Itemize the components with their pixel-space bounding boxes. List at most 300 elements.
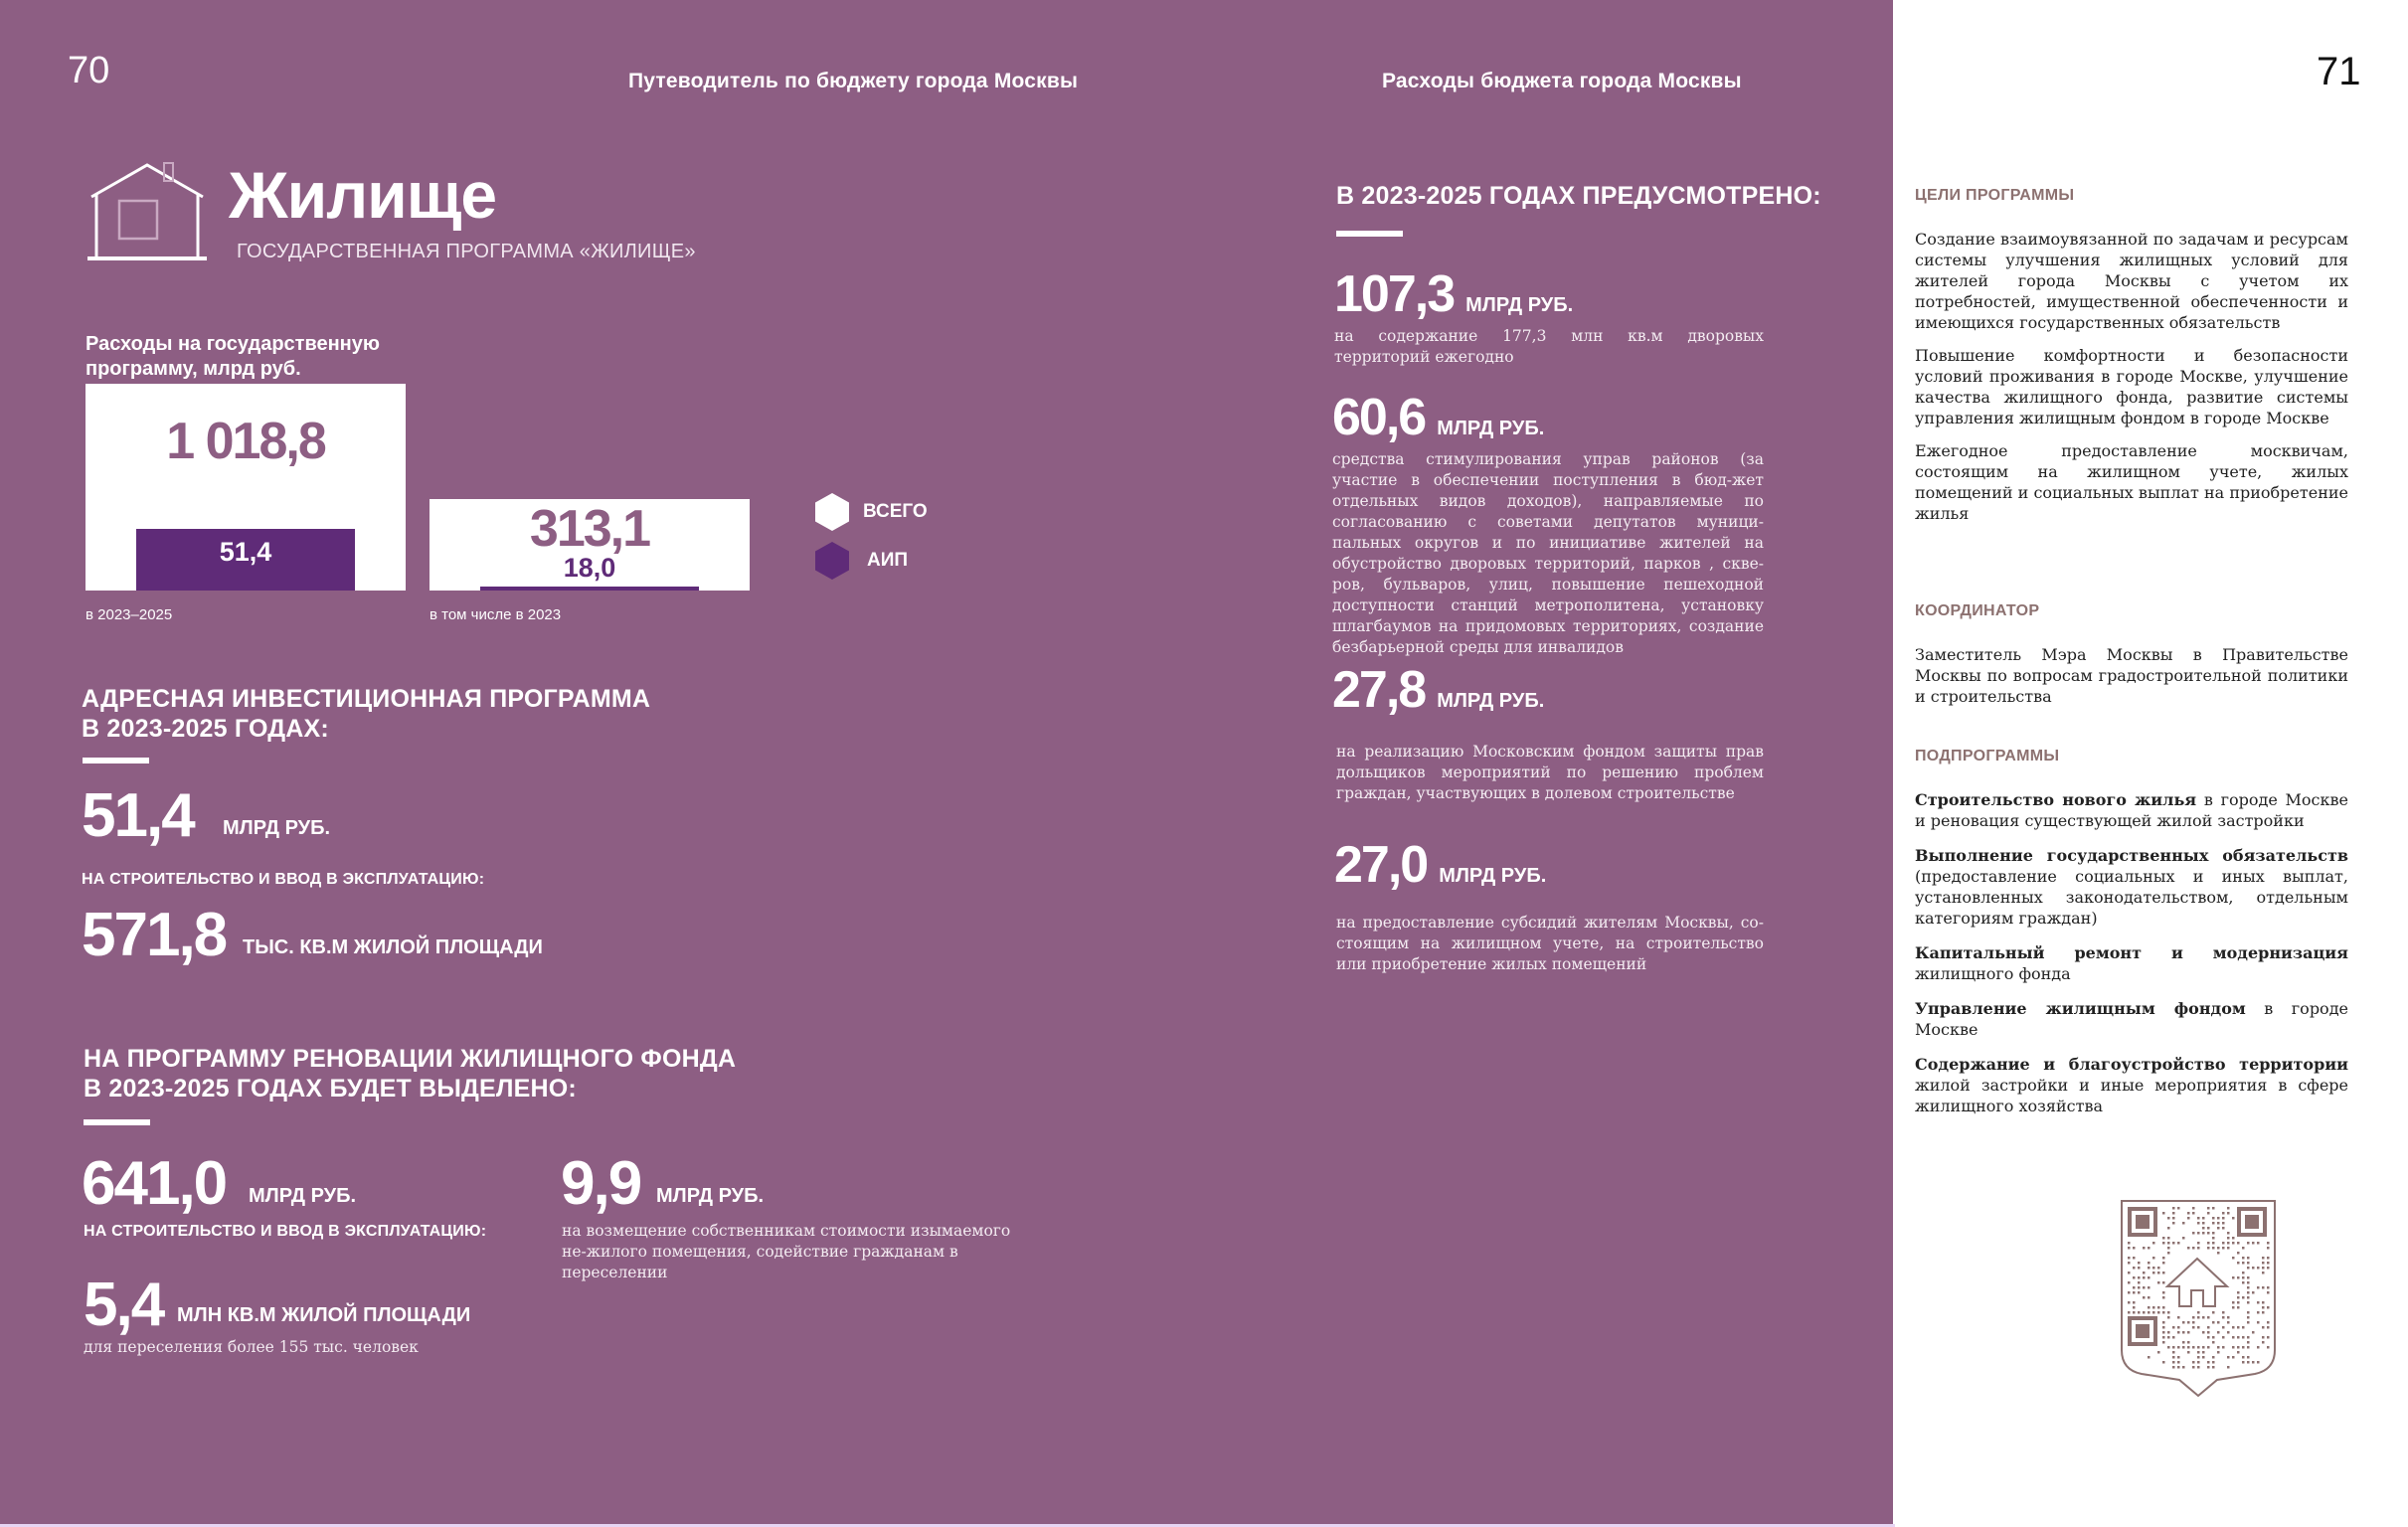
qr-dot [2202, 1356, 2205, 1359]
qr-dot [2207, 1316, 2210, 1319]
middle-item-unit: МЛРД РУБ. [1439, 865, 1547, 887]
qr-dot [2267, 1326, 2270, 1329]
qr-dot [2262, 1341, 2265, 1344]
qr-dot [2192, 1361, 2195, 1364]
qr-dot [2212, 1237, 2215, 1240]
qr-dot [2138, 1281, 2141, 1284]
qr-dot [2162, 1212, 2165, 1215]
qr-dot [2167, 1237, 2170, 1240]
qr-dot [2252, 1361, 2255, 1364]
middle-item-text: на реализацию Московским фондом защиты прав дольщиков мероприятий по решению проблем граждан, участвующих в долевом строительстве [1336, 743, 1764, 802]
qr-dot [2237, 1351, 2240, 1354]
renovation-value: 641,0 [82, 1149, 227, 1218]
qr-dot [2207, 1326, 2210, 1329]
qr-dot [2267, 1257, 2270, 1260]
qr-dot [2182, 1237, 2185, 1240]
middle-item-3 [1332, 661, 1764, 804]
qr-dot [2187, 1341, 2190, 1344]
qr-dot [2177, 1316, 2180, 1319]
qr-dot [2177, 1331, 2180, 1334]
qr-dot [2262, 1306, 2265, 1309]
subprograms-heading: ПОДПРОГРАММЫ [1915, 748, 2060, 764]
qr-dot [2207, 1242, 2210, 1245]
qr-dot [2257, 1346, 2260, 1349]
qr-dot [2187, 1217, 2190, 1220]
qr-dot [2212, 1232, 2215, 1235]
running-header-left: Путеводитель по бюджету города Москвы [628, 70, 1079, 92]
qr-dot [2152, 1306, 2155, 1309]
qr-dot [2247, 1336, 2250, 1339]
qr-dot [2162, 1262, 2165, 1265]
qr-dot [2257, 1301, 2260, 1304]
qr-dot [2148, 1311, 2150, 1314]
qr-dot [2267, 1267, 2270, 1270]
subprogram-description: жилой застройки и иные мероприятия в сфере жилищного хозяйства [1915, 1076, 2348, 1115]
qr-dot [2267, 1346, 2270, 1349]
qr-dot [2217, 1222, 2220, 1225]
qr-dot [2172, 1222, 2175, 1225]
aip-unit: МЛРД РУБ. [223, 817, 331, 839]
qr-dot [2167, 1247, 2170, 1250]
qr-dot [2247, 1242, 2250, 1245]
qr-dot [2212, 1242, 2215, 1245]
qr-dot [2232, 1336, 2235, 1339]
aip-area-unit: ТЫС. КВ.М ЖИЛОЙ ПЛОЩАДИ [243, 936, 543, 958]
qr-dot [2177, 1207, 2180, 1210]
qr-dot [2172, 1207, 2175, 1210]
qr-dot [2182, 1346, 2185, 1349]
qr-dot [2212, 1336, 2215, 1339]
goal-item: Повышение комфортности и безопасности условий проживания в городе Москве, улучшение качества жилищного фонда, развитие системы управления жилищным фондом в городе Москве [1915, 346, 2348, 427]
qr-dot [2217, 1331, 2220, 1334]
qr-dot [2222, 1212, 2225, 1215]
qr-dot [2128, 1247, 2131, 1250]
middle-item-text: на содержание 177,3 млн кв.м дворовых территорий ежегодно [1334, 327, 1764, 366]
qr-dot [2152, 1272, 2155, 1274]
qr-dot [2197, 1217, 2200, 1220]
qr-dot [2222, 1346, 2225, 1349]
qr-dot [2148, 1262, 2150, 1265]
qr-dot [2162, 1326, 2165, 1329]
qr-dot [2182, 1366, 2185, 1369]
aip-heading-line2: В 2023-2025 ГОДАХ: [82, 715, 329, 743]
qr-dot [2192, 1232, 2195, 1235]
qr-dot [2247, 1267, 2250, 1270]
compensation-unit: МЛРД РУБ. [656, 1185, 765, 1207]
qr-dot [2202, 1316, 2205, 1319]
qr-dot [2232, 1257, 2235, 1260]
middle-item-value: 60,6 [1332, 389, 1426, 446]
qr-dot [2232, 1217, 2235, 1220]
bar-label-total-2023-2025: 1 018,8 [166, 413, 325, 470]
qr-dot [2257, 1286, 2260, 1289]
qr-dot [2143, 1311, 2146, 1314]
qr-dot [2192, 1212, 2195, 1215]
qr-dot [2217, 1351, 2220, 1354]
subprogram-item [1915, 998, 2348, 1040]
qr-dot [2197, 1222, 2200, 1225]
subprogram-title: Управление жилищным фондом [1915, 999, 2246, 1018]
renovation-area-caption: для переселения более 155 тыс. человек [84, 1338, 419, 1356]
qr-dot [2172, 1346, 2175, 1349]
qr-dot [2197, 1346, 2200, 1349]
qr-dot [2157, 1281, 2160, 1284]
qr-dot [2138, 1286, 2141, 1289]
qr-dot [2212, 1222, 2215, 1225]
qr-dot [2242, 1276, 2245, 1279]
qr-dot [2222, 1326, 2225, 1329]
qr-dot [2143, 1272, 2146, 1274]
middle-item-text: средства стимулирования управ районов (за участие в обеспечении поступления в бюд-жет отдельных видов доходов), направляемые по согласованию с советами депутатов муници-пальных округов и по инициативе жителей на обустройство дворовых территорий, парков , скве-ров, бульваров, улиц, повышение пешеходной доступности станций метрополитена, установку шлагбаумов на придомовых территориях, создание безбарьерной среды для инвалидов [1332, 450, 1764, 656]
subprogram-description: жилищного фонда [1915, 964, 2071, 983]
running-header-middle: Расходы бюджета города Москвы [1382, 70, 1742, 92]
qr-dot [2252, 1291, 2255, 1294]
qr-dot [2257, 1311, 2260, 1314]
subprogram-description: в городе Москве [1915, 999, 2349, 1039]
divider-dash [1336, 231, 1403, 237]
qr-dot [2207, 1331, 2210, 1334]
qr-dot [2212, 1311, 2215, 1314]
qr-dot [2217, 1247, 2220, 1250]
qr-dot [2262, 1311, 2265, 1314]
qr-dot [2262, 1267, 2265, 1270]
qr-dot [2212, 1361, 2215, 1364]
qr-dot [2247, 1316, 2250, 1319]
qr-dot [2222, 1311, 2225, 1314]
qr-dot [2232, 1356, 2235, 1359]
middle-item-unit: МЛРД РУБ. [1437, 690, 1545, 712]
middle-item-4 [1334, 836, 1764, 975]
qr-dot [2227, 1331, 2230, 1334]
qr-dot [2227, 1232, 2230, 1235]
qr-dot [2247, 1301, 2250, 1304]
qr-dot [2247, 1281, 2250, 1284]
qr-dot [2167, 1311, 2170, 1314]
qr-dot [2202, 1331, 2205, 1334]
legend-label-total: ВСЕГО [863, 501, 928, 522]
renovation-unit: МЛРД РУБ. [249, 1185, 357, 1207]
qr-dot [2247, 1262, 2250, 1265]
qr-dot [2197, 1366, 2200, 1369]
subprograms-section [1915, 748, 2348, 1116]
qr-dot [2212, 1356, 2215, 1359]
qr-dot [2232, 1237, 2235, 1240]
qr-code-icon[interactable] [2120, 1199, 2277, 1398]
qr-dot [2133, 1276, 2136, 1279]
renovation-heading-line1: НА ПРОГРАММУ РЕНОВАЦИИ ЖИЛИЩНОГО ФОНДА [84, 1045, 737, 1073]
qr-dot [2187, 1351, 2190, 1354]
compensation-value: 9,9 [561, 1149, 641, 1218]
legend-item-aip [815, 542, 908, 580]
qr-dot [2252, 1331, 2255, 1334]
qr-dot [2267, 1286, 2270, 1289]
qr-dot [2128, 1281, 2131, 1284]
qr-dot [2197, 1316, 2200, 1319]
qr-dot [2138, 1262, 2141, 1265]
qr-dot [2262, 1326, 2265, 1329]
renovation-caption: НА СТРОИТЕЛЬСТВО И ВВОД В ЭКСПЛУАТАЦИЮ: [84, 1223, 487, 1240]
qr-dot [2172, 1361, 2175, 1364]
aip-heading [82, 684, 650, 744]
qr-dot [2237, 1296, 2240, 1299]
qr-dot [2217, 1227, 2220, 1230]
qr-dot [2133, 1291, 2136, 1294]
qr-dot [2242, 1296, 2245, 1299]
qr-dot [2182, 1331, 2185, 1334]
qr-dot [2202, 1346, 2205, 1349]
qr-dot [2242, 1272, 2245, 1274]
qr-dot [2212, 1321, 2215, 1324]
qr-dot [2227, 1207, 2230, 1210]
qr-dot [2177, 1361, 2180, 1364]
coordinator-section [1915, 602, 2348, 707]
divider-dash [84, 1119, 150, 1125]
qr-dot [2197, 1311, 2200, 1314]
goal-item: Ежегодное предоставление москвичам, состоящим на жилищном учете, жилых помещений и социальных выплат на приобретение жилья [1915, 441, 2348, 523]
qr-dot [2162, 1281, 2165, 1284]
qr-dot [2182, 1321, 2185, 1324]
qr-dot [2207, 1346, 2210, 1349]
subprogram-description: в городе Москве и реновация существующей жилой застройки [1915, 790, 2348, 830]
qr-dot [2162, 1257, 2165, 1260]
qr-dot [2222, 1247, 2225, 1250]
aip-value: 51,4 [82, 781, 194, 850]
qr-dot [2187, 1346, 2190, 1349]
qr-dot [2148, 1267, 2150, 1270]
aip-area-value: 571,8 [82, 901, 227, 969]
qr-dot [2148, 1276, 2150, 1279]
qr-dot [2172, 1351, 2175, 1354]
qr-dot [2162, 1306, 2165, 1309]
qr-dot [2172, 1326, 2175, 1329]
qr-dot [2162, 1272, 2165, 1274]
qr-dot [2212, 1366, 2215, 1369]
qr-dot [2202, 1217, 2205, 1220]
qr-dot [2247, 1291, 2250, 1294]
qr-dot [2138, 1291, 2141, 1294]
qr-dot [2247, 1341, 2250, 1344]
coordinator-text: Заместитель Мэра Москвы в Правительстве Москвы по вопросам градостроительной политики и строительства [1915, 645, 2348, 706]
qr-dot [2207, 1212, 2210, 1215]
qr-dot [2167, 1242, 2170, 1245]
qr-dot [2152, 1257, 2155, 1260]
renovation-heading-line2: В 2023-2025 ГОДАХ БУДЕТ ВЫДЕЛЕНО: [84, 1075, 577, 1103]
qr-dot [2162, 1361, 2165, 1364]
chart-title: Расходы на государственную программу, млрд руб. [86, 333, 380, 380]
qr-dot [2162, 1321, 2165, 1324]
qr-dot [2232, 1326, 2235, 1329]
qr-dot [2148, 1296, 2150, 1299]
qr-dot [2197, 1361, 2200, 1364]
qr-dot [2217, 1252, 2220, 1255]
qr-dot [2128, 1301, 2131, 1304]
qr-dot [2232, 1306, 2235, 1309]
qr-dot [2232, 1301, 2235, 1304]
qr-dot [2222, 1242, 2225, 1245]
qr-dot [2247, 1356, 2250, 1359]
qr-dot [2192, 1207, 2195, 1210]
qr-dot [2237, 1346, 2240, 1349]
middle-item-unit: МЛРД РУБ. [1437, 418, 1545, 439]
qr-dot [2148, 1356, 2150, 1359]
qr-dot [2172, 1366, 2175, 1369]
qr-dot [2177, 1356, 2180, 1359]
qr-dot [2237, 1276, 2240, 1279]
coordinator-heading: КООРДИНАТОР [1915, 602, 2040, 619]
qr-dot [2227, 1321, 2230, 1324]
qr-dot [2202, 1351, 2205, 1354]
qr-dot [2242, 1326, 2245, 1329]
qr-dot [2247, 1286, 2250, 1289]
qr-dot [2133, 1286, 2136, 1289]
qr-dot [2157, 1267, 2160, 1270]
middle-heading: В 2023-2025 ГОДАХ ПРЕДУСМОТРЕНО: [1336, 182, 1821, 210]
page-number-left: 70 [68, 50, 110, 91]
qr-dot [2232, 1346, 2235, 1349]
subprogram-title: Строительство нового жилья [1915, 790, 2197, 809]
qr-dot [2242, 1361, 2245, 1364]
compensation-caption: на возмещение собственникам стоимости изымаемого не-жилого помещения, содействие гражданам в переселении [562, 1222, 1011, 1281]
qr-dot [2162, 1237, 2165, 1240]
bar-label-total-2023: 313,1 [529, 500, 650, 558]
qr-dot [2138, 1267, 2141, 1270]
qr-dot [2262, 1301, 2265, 1304]
qr-dot [2257, 1361, 2260, 1364]
qr-dot [2157, 1306, 2160, 1309]
qr-dot [2192, 1326, 2195, 1329]
qr-dot [2267, 1306, 2270, 1309]
hexagon-purple-icon [815, 542, 849, 580]
subprogram-title: Капитальный ремонт и модернизация [1915, 943, 2348, 962]
qr-dot [2212, 1207, 2215, 1210]
qr-dot [2182, 1341, 2185, 1344]
bar-aip-2023 [480, 587, 699, 591]
qr-dot [2207, 1232, 2210, 1235]
renovation-area-value: 5,4 [84, 1271, 164, 1339]
qr-dot [2232, 1242, 2235, 1245]
qr-dot [2152, 1242, 2155, 1245]
qr-dot [2247, 1296, 2250, 1299]
qr-dot [2133, 1306, 2136, 1309]
qr-dot [2202, 1222, 2205, 1225]
qr-dot [2167, 1336, 2170, 1339]
subprogram-item [1915, 942, 2348, 984]
qr-dot [2242, 1281, 2245, 1284]
qr-dot [2237, 1336, 2240, 1339]
qr-dot [2227, 1247, 2230, 1250]
qr-dot [2207, 1336, 2210, 1339]
goals-section [1915, 187, 2348, 524]
qr-dot [2167, 1227, 2170, 1230]
qr-dot [2167, 1252, 2170, 1255]
qr-dot [2267, 1291, 2270, 1294]
qr-dot [2217, 1321, 2220, 1324]
qr-dot [2262, 1286, 2265, 1289]
qr-dot [2162, 1311, 2165, 1314]
qr-dot [2222, 1222, 2225, 1225]
page-number-right: 71 [2317, 50, 2361, 93]
qr-dot [2172, 1217, 2175, 1220]
qr-dot [2197, 1232, 2200, 1235]
bar-label-aip-2023-2025: 51,4 [219, 537, 272, 567]
qr-dot [2143, 1286, 2146, 1289]
subprogram-item [1915, 845, 2348, 929]
qr-dot [2267, 1247, 2270, 1250]
subprogram-item [1915, 1054, 2348, 1116]
qr-dot [2157, 1351, 2160, 1354]
qr-dot [2212, 1217, 2215, 1220]
qr-dot [2202, 1232, 2205, 1235]
qr-dot [2162, 1341, 2165, 1344]
qr-dot [2187, 1331, 2190, 1334]
qr-dot [2217, 1217, 2220, 1220]
qr-dot [2212, 1341, 2215, 1344]
qr-dot [2242, 1247, 2245, 1250]
qr-dot [2237, 1301, 2240, 1304]
qr-dot [2207, 1361, 2210, 1364]
qr-dot [2172, 1356, 2175, 1359]
qr-dot [2222, 1217, 2225, 1220]
qr-dot [2148, 1247, 2150, 1250]
divider-dash [83, 758, 149, 764]
qr-dot [2212, 1247, 2215, 1250]
qr-dot [2143, 1296, 2146, 1299]
qr-dot [2172, 1212, 2175, 1215]
qr-dot [2242, 1346, 2245, 1349]
qr-dot [2227, 1356, 2230, 1359]
qr-dot [2197, 1356, 2200, 1359]
qr-dot [2172, 1242, 2175, 1245]
qr-dot [2162, 1331, 2165, 1334]
qr-dot [2222, 1227, 2225, 1230]
page-subtitle: ГОСУДАРСТВЕННАЯ ПРОГРАММА «ЖИЛИЩЕ» [237, 241, 696, 262]
qr-dot [2247, 1257, 2250, 1260]
qr-dot [2162, 1291, 2165, 1294]
qr-dot [2128, 1311, 2131, 1314]
qr-dot [2222, 1316, 2225, 1319]
qr-dot [2267, 1336, 2270, 1339]
qr-dot [2202, 1227, 2205, 1230]
qr-dot [2187, 1321, 2190, 1324]
qr-dot [2267, 1321, 2270, 1324]
qr-dot [2237, 1252, 2240, 1255]
qr-dot [2242, 1356, 2245, 1359]
qr-dot [2138, 1276, 2141, 1279]
goal-item: Создание взаимоувязанной по задачам и ресурсам системы улучшения жилищных условий для жителей города Москвы с учетом их потребностей, имущественной обеспеченности и имеющихся государственных обязательств [1915, 230, 2348, 332]
qr-dot [2157, 1311, 2160, 1314]
middle-item-2 [1332, 389, 1764, 658]
qr-dot [2192, 1366, 2195, 1369]
qr-dot [2128, 1291, 2131, 1294]
qr-dot [2177, 1366, 2180, 1369]
qr-dot [2172, 1336, 2175, 1339]
house-icon [87, 159, 207, 268]
qr-dot [2237, 1291, 2240, 1294]
middle-item-value: 27,0 [1334, 836, 1428, 894]
qr-dot [2177, 1346, 2180, 1349]
qr-dot [2207, 1207, 2210, 1210]
qr-dot [2262, 1262, 2265, 1265]
qr-dot [2167, 1217, 2170, 1220]
middle-item-text: на предоставление субсидий жителям Москвы, со-стоящим на жилищном учете, на строительство или приобретение жилых помещений [1336, 914, 1764, 973]
qr-dot [2197, 1247, 2200, 1250]
qr-dot [2222, 1336, 2225, 1339]
qr-dot [2257, 1321, 2260, 1324]
qr-dot [2152, 1267, 2155, 1270]
qr-dot [2267, 1262, 2270, 1265]
qr-dot [2262, 1336, 2265, 1339]
qr-dot [2257, 1267, 2260, 1270]
